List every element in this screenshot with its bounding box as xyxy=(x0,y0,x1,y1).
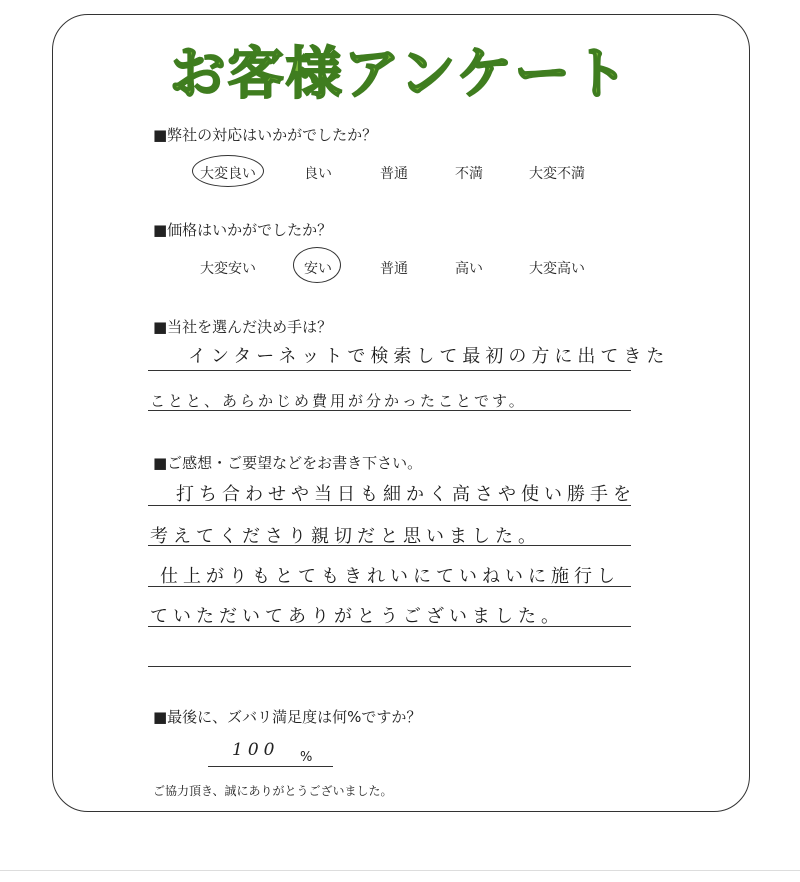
answer-comments-line-1: 打ち合わせや当日も細かく高さや使い勝手を xyxy=(176,484,636,505)
answer-comments-line-3: 仕上がりもとてもきれいにていねいに施行し xyxy=(160,566,620,587)
question-deciding-factor: ■当社を選んだ決め手は？ xyxy=(153,318,333,336)
answer-rule xyxy=(148,505,631,506)
thank-you-footer: ご協力頂き、誠にありがとうございました。 xyxy=(153,784,393,798)
option-price-cheap[interactable]: 安い xyxy=(304,261,332,277)
answer-rule xyxy=(148,370,631,371)
answer-rule xyxy=(148,410,631,411)
question-price: ■価格はいかがでしたか？ xyxy=(153,221,333,239)
option-price-normal[interactable]: 普通 xyxy=(380,261,408,277)
option-price-expensive[interactable]: 高い xyxy=(455,261,483,277)
survey-title: お客様アンケート xyxy=(169,42,631,107)
answer-rule xyxy=(148,545,631,546)
answer-deciding-factor-line-1: インターネットで検索して最初の方に出てきた xyxy=(188,346,670,367)
option-service-very-good[interactable]: 大変良い xyxy=(200,166,256,182)
answer-rule xyxy=(148,586,631,587)
option-price-very-cheap[interactable]: 大変安い xyxy=(200,261,256,277)
satisfaction-value: 100 xyxy=(232,740,280,760)
option-service-very-unsatisfied[interactable]: 大変不満 xyxy=(529,166,585,182)
answer-comments-line-2: 考えてくださり親切だと思いました。 xyxy=(150,526,541,547)
question-service: ■弊社の対応はいかがでしたか？ xyxy=(153,126,378,144)
option-service-unsatisfied[interactable]: 不満 xyxy=(455,166,483,182)
answer-rule xyxy=(148,626,631,627)
page-bottom-divider xyxy=(0,870,800,871)
answer-rule xyxy=(148,666,631,667)
option-price-very-expensive[interactable]: 大変高い xyxy=(529,261,585,277)
question-satisfaction: ■最後に、ズバリ満足度は何%ですか？ xyxy=(153,708,422,726)
satisfaction-rule xyxy=(208,766,333,767)
answer-deciding-factor-line-2: ことと、あらかじめ費用が分かったことです。 xyxy=(150,392,527,410)
question-comments: ■ご感想・ご要望などをお書き下さい。 xyxy=(153,454,423,472)
option-service-normal[interactable]: 普通 xyxy=(380,166,408,182)
answer-comments-line-4: ていただいてありがとうございました。 xyxy=(150,606,564,627)
satisfaction-unit: % xyxy=(300,750,313,765)
option-service-good[interactable]: 良い xyxy=(304,166,332,182)
